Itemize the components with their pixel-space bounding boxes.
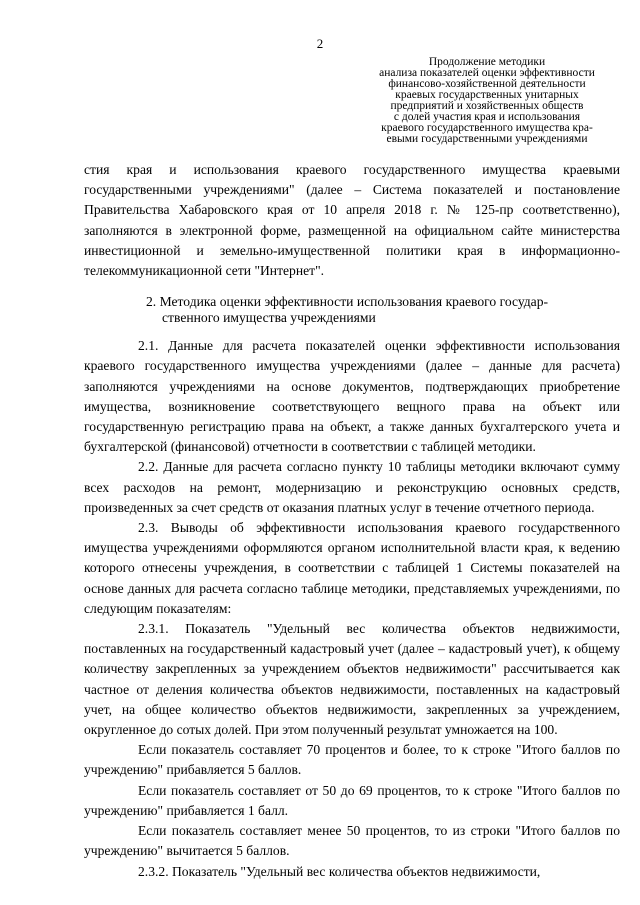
- section-title-line: ственного имущества учреждениями: [162, 310, 376, 326]
- header-note-line: краевых государственных унитарных: [395, 89, 579, 101]
- paragraph-rule-50-69: Если показатель составляет от 50 до 69 процентов, то к строке "Итого баллов по учреждению" прибавляется 1 балл.: [84, 782, 620, 818]
- paragraph-2-1: 2.1. Данные для расчета показателей оценки эффективности использования краевого государственного имущества учреждениями (далее – данные для расчета) заполняются учреждениями на основе документов, подтверждающих приобретение имущества, возникновение соответствующего вещного права на объект или государственную регистрацию права на объект, а также данных бухгалтерского учета и бухгалтерской (финансовой) отчетности в соответствии с таблицей методики.: [84, 338, 620, 455]
- header-note-line: финансово-хозяйственной деятельности: [388, 78, 586, 90]
- paragraph-2-3-1: 2.3.1. Показатель "Удельный вес количества объектов недвижимости, поставленных на государственный кадастровый учет (далее – кадастровый учет), к общему количеству закрепленных за учреждением объектов недвижимости" рассчитывается как частное от деления количества объектов недвижимости, поставленных на кадастровый учет, на общее количество объектов недвижимости, закрепленных за учреждением, округленное до сотых долей. При этом полученный результат умножается на 100.: [84, 621, 620, 738]
- page-number: 2: [316, 36, 324, 51]
- document-body: [84, 160, 620, 882]
- header-note: [352, 57, 622, 145]
- header-note-line: краевого государственного имущества кра-: [381, 122, 593, 134]
- paragraph-2-3-2: 2.3.2. Показатель "Удельный вес количества объектов недвижимости,: [138, 863, 541, 879]
- paragraph-continuation: стия края и использования краевого государственного имущества краевыми государственными учреждениями" (далее – Система показателей и постановление Правительства Хабаровского края от 10 апреля 2018 г. № 125-пр соответственно), заполняются в электронной форме, размещенной на официальном сайте министерства инвестиционной и земельно-имущественной политики края в информационно-телекоммуникационной сети "Интернет".: [84, 162, 620, 279]
- paragraph-2-3: 2.3. Выводы об эффективности использования краевого государственного имущества учреждениями оформляются органом исполнительной власти края, к ведению которого отнесены учреждения, в соответствии с таблицей 1 Системы показателей на основе данных для расчета согласно таблице методики, представляемых учреждениями, по следующим показателям:: [84, 520, 620, 616]
- section-title: [84, 294, 620, 326]
- section-title-line: 2. Методика оценки эффективности использования краевого государ-: [146, 294, 549, 310]
- paragraph-rule-70: Если показатель составляет 70 процентов и более, то к строке "Итого баллов по учреждению" прибавляется 5 баллов.: [84, 742, 620, 778]
- header-note-line: Продолжение методики: [428, 56, 546, 68]
- header-note-line: анализа показателей оценки эффективности: [379, 67, 595, 79]
- header-note-line: предприятий и хозяйственных обществ: [390, 100, 584, 112]
- header-note-line: с долей участия края и использования: [393, 111, 581, 123]
- header-note-line: евыми государственными учреждениями: [386, 133, 588, 145]
- paragraph-rule-below-50: Если показатель составляет менее 50 процентов, то из строки "Итого баллов по учреждению" вычитается 5 баллов.: [84, 823, 620, 859]
- paragraph-2-2: 2.2. Данные для расчета согласно пункту 10 таблицы методики включают сумму всех расходов на ремонт, модернизацию и реконструкцию основных средств, произведенных за счет средств от оказания платных услуг в течение отчетного периода.: [84, 459, 620, 515]
